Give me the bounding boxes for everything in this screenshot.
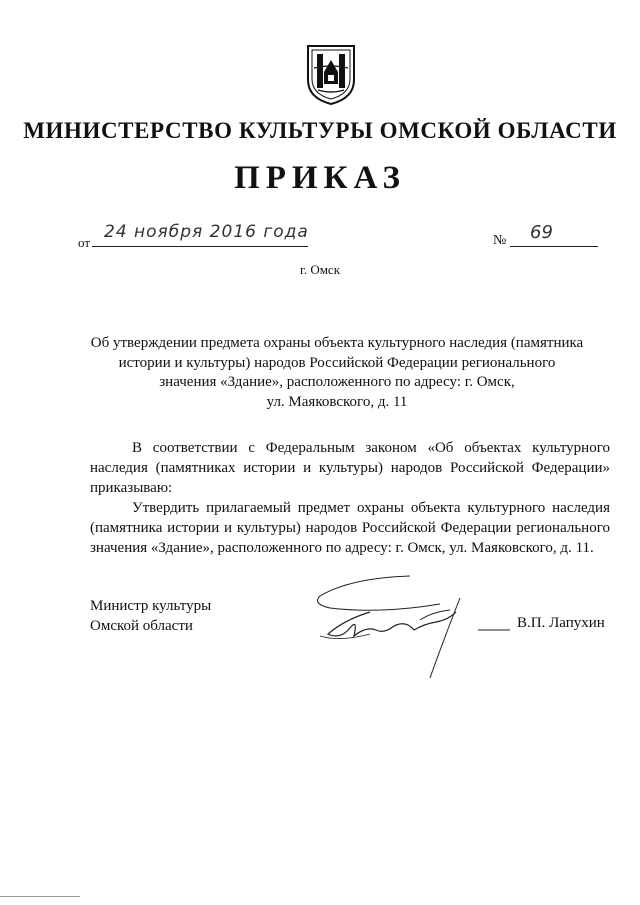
date-underline (92, 246, 308, 247)
subject-line: истории и культуры) народов Российской Федерации регионального (118, 354, 556, 371)
subject-line: Об утверждении предмета охраны объекта культурного наследия (памятника (90, 335, 584, 351)
number-underline (510, 246, 598, 247)
handwritten-signature (310, 574, 510, 678)
date-prefix: от (78, 235, 91, 250)
number-prefix: № (493, 233, 507, 248)
subject-line: значения «Здание», расположенного по адресу: г. Омск, (159, 374, 515, 390)
body-paragraph: Утвердить прилагаемый предмет охраны объекта культурного наследия (памятника истории и культуры) народов Российской Федерации регионального значения «Здание», расположенного по адресу: г. Омск, ул. Маяковского, д. 11. (90, 500, 610, 556)
ministry-title: МИНИСТЕРСТВО КУЛЬТУРЫ ОМСКОЙ ОБЛАСТИ (23, 118, 617, 143)
signatory-name: В.П. Лапухин (517, 615, 605, 631)
signatory-title (90, 596, 211, 636)
order-body (90, 438, 610, 558)
city: г. Омск (299, 262, 341, 277)
footer-divider (0, 896, 80, 897)
coat-of-arms-icon (304, 42, 358, 106)
body-paragraph: В соответствии с Федеральным законом «Об объектах культурного наследия (памятниках истории и культуры) народов Российской Федерации» приказываю: (90, 440, 610, 496)
subject-line: ул. Маяковского, д. 11 (266, 393, 408, 410)
document-type-title: ПРИКАЗ (234, 160, 406, 196)
order-subject (86, 334, 588, 412)
signatory-title-line: Министр культуры (90, 598, 212, 614)
number-handwritten: 69 (530, 222, 553, 243)
date-handwritten: 24 ноября 2016 года (104, 222, 309, 242)
signatory-title-line: Омской области (90, 618, 193, 634)
